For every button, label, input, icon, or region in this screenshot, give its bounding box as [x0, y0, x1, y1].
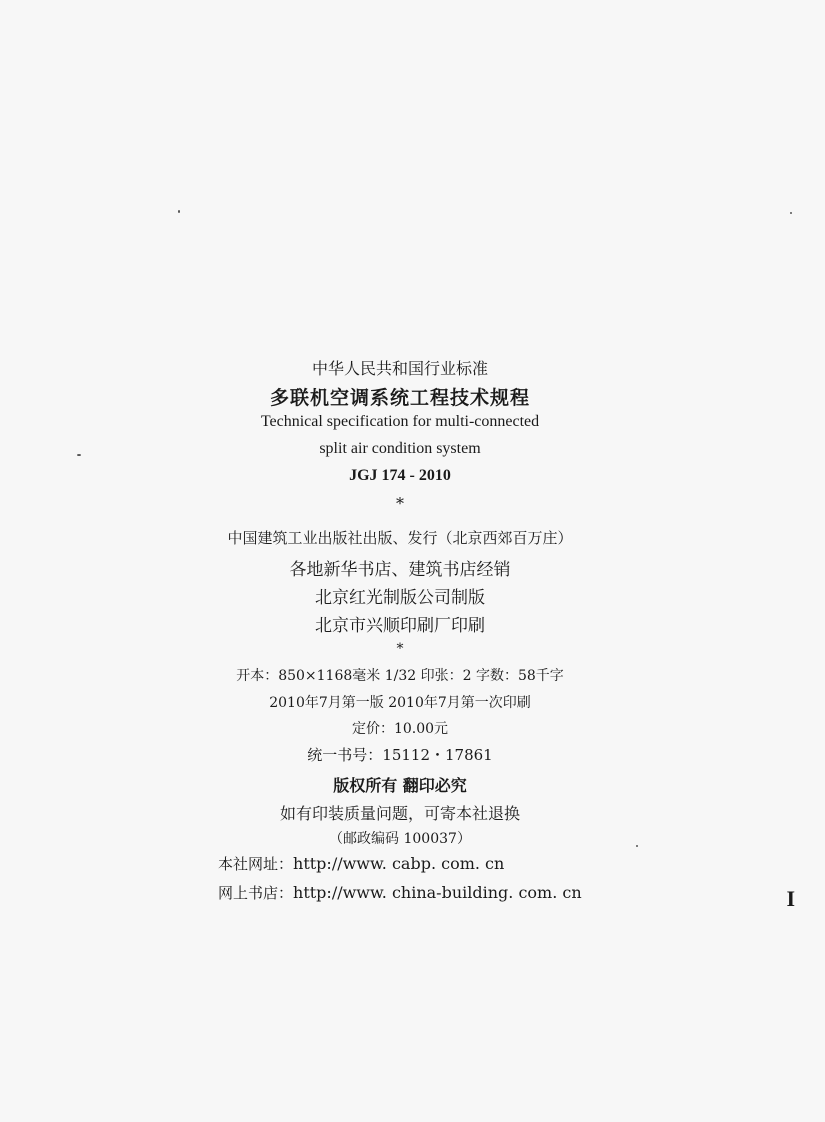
replacement-notice: 如有印装质量问题，可寄本社退换: [279, 804, 520, 823]
postal-code: （邮政编码 100037）: [329, 831, 471, 847]
title-english-line-2: split air condition system: [319, 440, 481, 457]
online-store-label: 网上书店：: [218, 884, 294, 902]
printer-line: 北京市兴顺印刷厂印刷: [315, 616, 485, 636]
website-line: [218, 853, 504, 874]
unified-book-number: 统一书号：15112・17861: [307, 746, 493, 764]
plate-maker-line: 北京红光制版公司制版: [315, 588, 485, 608]
scan-speck: [636, 845, 638, 847]
title-chinese: 多联机空调系统工程技术规程: [269, 387, 530, 409]
format-specs: 开本：850×1168毫米 1/32 印张：2 字数：58千字: [236, 668, 564, 684]
scan-speck: [790, 212, 792, 214]
title-english-line-1: Technical specification for multi-connected: [260, 413, 540, 430]
website-label: 本社网址：: [218, 855, 294, 873]
separator-asterisk: *: [396, 494, 404, 513]
online-store-url[interactable]: http://www. china-building. com. cn: [293, 883, 582, 902]
rights-notice: 版权所有 翻印必究: [333, 776, 467, 795]
publisher-line: 中国建筑工业出版社出版、发行（北京西郊百万庄）: [227, 529, 573, 547]
page-edge-mark: I: [786, 886, 795, 911]
standard-type: 中华人民共和国行业标准: [311, 359, 488, 378]
separator-asterisk: *: [396, 641, 404, 657]
scan-speck: [77, 454, 81, 456]
online-store-line: [218, 882, 582, 903]
price: 定价：10.00元: [351, 721, 449, 737]
edition-info: 2010年7月第一版 2010年7月第一次印刷: [269, 695, 531, 711]
standard-code: JGJ 174 - 2010: [349, 467, 451, 484]
distributor-line: 各地新华书店、建筑书店经销: [289, 560, 511, 580]
scan-speck: [178, 210, 180, 213]
website-url[interactable]: http://www. cabp. com. cn: [293, 854, 505, 873]
